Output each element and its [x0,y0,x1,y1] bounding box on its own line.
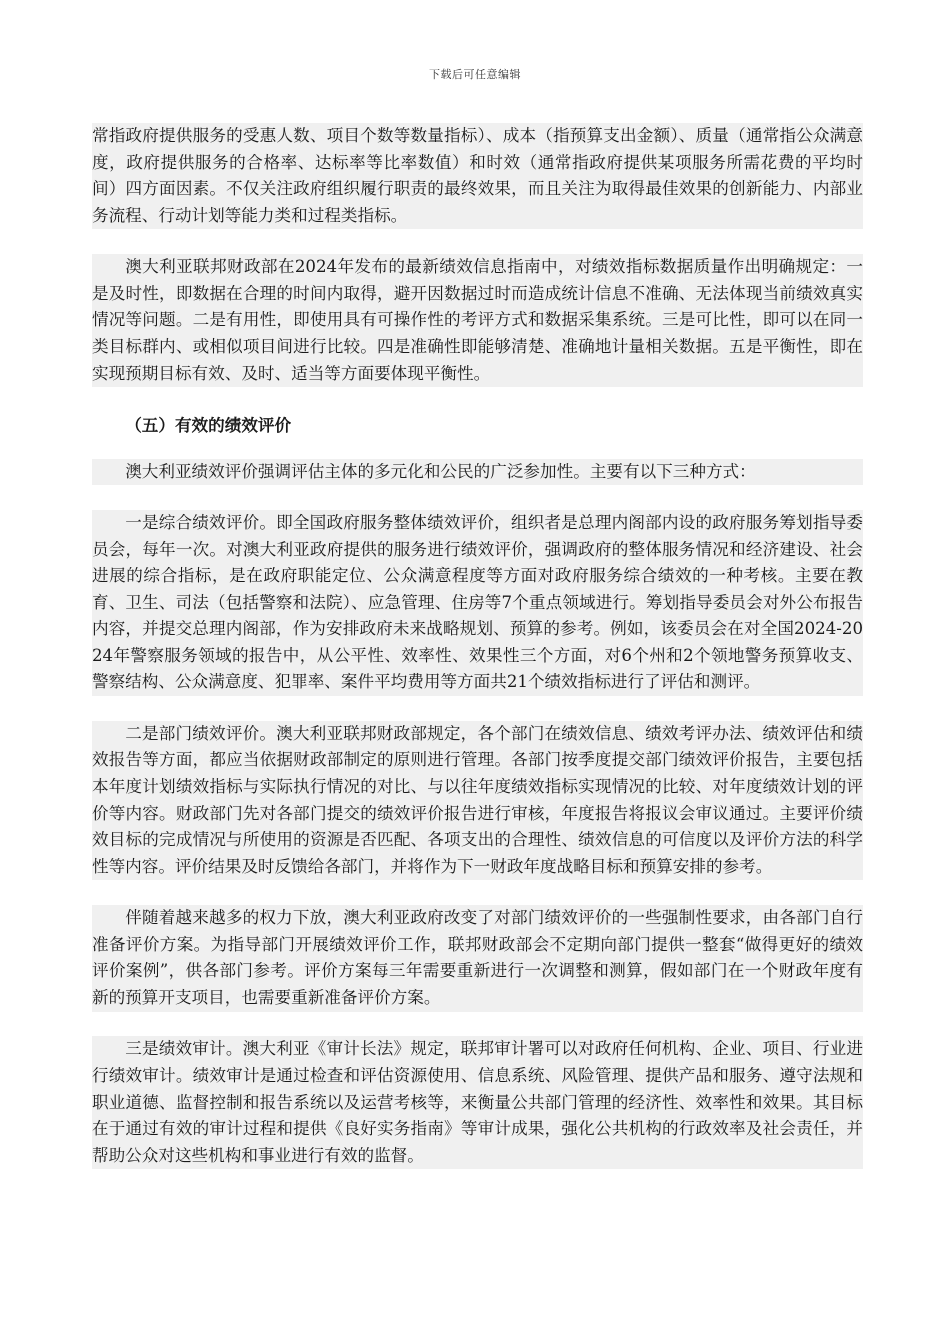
paragraph-continuation: 常指政府提供服务的受惠人数、项目个数等数量指标）、成本（指预算支出金额）、质量（通常指公众满意度，政府提供服务的合格率、达标率等比率数值）和时效（通常指政府提供某项服务所需花费的平均时间）四方面因素。不仅关注政府组织履行职责的最终效果，而且关注为取得最佳效果的创新能力、内部业务流程、行动计划等能力类和过程类指标。 [92,123,863,229]
paragraph-comprehensive-evaluation: 一是综合绩效评价。即全国政府服务整体绩效评价，组织者是总理内阁部内设的政府服务筹划指导委员会，每年一次。对澳大利亚政府提供的服务进行绩效评价，强调政府的整体服务情况和经济建设、社会进展的综合指标，是在政府职能定位、公众满意程度等方面对政府服务综合绩效的一种考核。主要在教育、卫生、司法（包括警察和法院）、应急管理、住房等7个重点领域进行。筹划指导委员会对外公布报告内容，并提交总理内阁部，作为安排政府未来战略规划、预算的参考。例如，该委员会在对全国2024-2024年警察服务领域的报告中，从公平性、效率性、效果性三个方面，对6个州和2个领地警务预算收支、警察结构、公众满意度、犯罪率、案件平均费用等方面共21个绩效指标进行了评估和测评。 [92,510,863,696]
section-heading: （五）有效的绩效评价 [92,412,863,439]
paragraph-intro: 澳大利亚绩效评价强调评估主体的多元化和公民的广泛参加性。主要有以下三种方式： [92,459,863,486]
paragraph-performance-audit: 三是绩效审计。澳大利亚《审计长法》规定，联邦审计署可以对政府任何机构、企业、项目、行业进行绩效审计。绩效审计是通过检查和评估资源使用、信息系统、风险管理、提供产品和服务、遵守法规和职业道德、监督控制和报告系统以及运营考核等，来衡量公共部门管理的经济性、效率性和效果。其目标在于通过有效的审计过程和提供《良好实务指南》等审计成果，强化公共机构的行政效率及社会责任，并帮助公众对这些机构和事业进行有效的监督。 [92,1036,863,1169]
document-body [92,123,863,1194]
paragraph-decentralization: 伴随着越来越多的权力下放，澳大利亚政府改变了对部门绩效评价的一些强制性要求，由各部门自行准备评价方案。为指导部门开展绩效评价工作，联邦财政部会不定期向部门提供一整套“做得更好的绩效评价案例”，供各部门参考。评价方案每三年需要重新进行一次调整和测算，假如部门在一个财政年度有新的预算开支项目，也需要重新准备评价方案。 [92,905,863,1011]
page-header-note: 下载后可任意编辑 [429,68,521,81]
paragraph-data-quality: 澳大利亚联邦财政部在2024年发布的最新绩效信息指南中，对绩效指标数据质量作出明确规定：一是及时性，即数据在合理的时间内取得，避开因数据过时而造成统计信息不准确、无法体现当前绩效真实情况等问题。二是有用性，即使用具有可操作性的考评方式和数据采集系统。三是可比性，即可以在同一类目标群内、或相似项目间进行比较。四是准确性即能够清楚、准确地计量相关数据。五是平衡性，即在实现预期目标有效、及时、适当等方面要体现平衡性。 [92,254,863,387]
paragraph-department-evaluation: 二是部门绩效评价。澳大利亚联邦财政部规定，各个部门在绩效信息、绩效考评办法、绩效评估和绩效报告等方面，都应当依据财政部制定的原则进行管理。各部门按季度提交部门绩效评价报告，主要包括本年度计划绩效指标与实际执行情况的对比、与以往年度绩效指标实现情况的比较、对年度绩效计划的评价等内容。财政部门先对各部门提交的绩效评价报告进行审核，年度报告将报议会审议通过。主要评价绩效目标的完成情况与所使用的资源是否匹配、各项支出的合理性、绩效信息的可信度以及评价方法的科学性等内容。评价结果及时反馈给各部门，并将作为下一财政年度战略目标和预算安排的参考。 [92,721,863,881]
